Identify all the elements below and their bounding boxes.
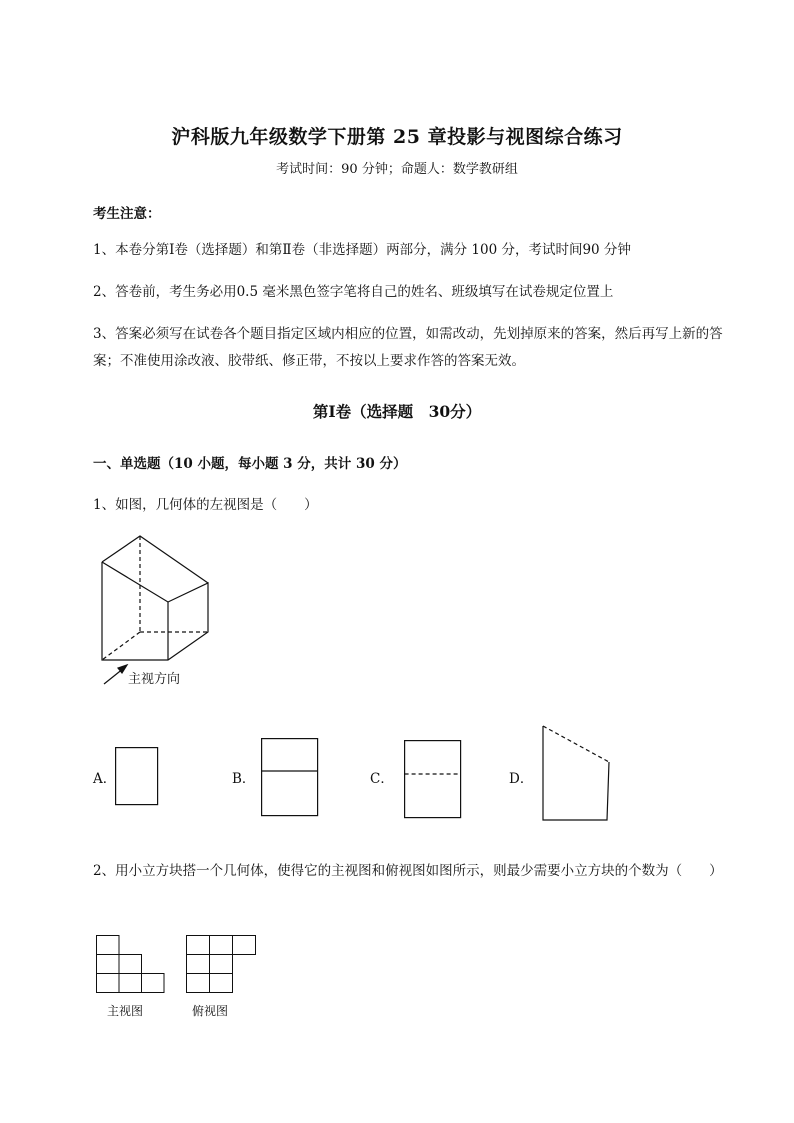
question-2-stem: 2、用小立方块搭一个几何体，使得它的主视图和俯视图如图所示，则最少需要小立方块的个数为（ ）: [93, 863, 723, 879]
page-title: 沪科版九年级数学下册第 25 章投影与视图综合练习: [171, 126, 623, 148]
notice-item-3: 3、答案必须写在试卷各个题目指定区域内相应的位置，如需改动，先划掉原来的答案，然后再写上新的答案；不准使用涂改液、胶带纸、修正带，不按以上要求作答的答案无效。: [93, 326, 723, 369]
option-a-figure: [115, 747, 159, 807]
q2-front-view: [94, 933, 166, 1028]
front-view-label: 主视图: [107, 1004, 144, 1018]
exam-info: 考试时间：90 分钟；命题人：数学教研组: [276, 162, 518, 177]
solid-top-edges: [102, 536, 208, 583]
question-1-stem: 1、如图，几何体的左视图是（ ）: [93, 497, 318, 513]
hidden-edge-left: [102, 632, 140, 660]
option-a-label[interactable]: A．: [93, 771, 117, 787]
option-c-figure: [404, 740, 462, 819]
direction-label: 主视方向: [128, 672, 181, 687]
option-b-figure: [261, 738, 319, 817]
section-title: 第Ⅰ卷（选择题 30分）: [312, 402, 482, 421]
option-c-label[interactable]: C．: [370, 771, 394, 787]
notice-heading: 考生注意：: [93, 206, 161, 222]
notice-item-1: 1、本卷分第Ⅰ卷（选择题）和第Ⅱ卷（非选择题）两部分，满分 100 分，考试时间90 分钟: [93, 242, 631, 258]
notice-item-2: 2、答卷前，考生务必用0.5 毫米黑色签字笔将自己的姓名、班级填写在试卷规定位置上: [93, 284, 614, 300]
solid-outline: [102, 562, 208, 660]
q1-solid-figure: [90, 528, 230, 693]
option-d-label[interactable]: D．: [509, 771, 534, 787]
top-view-label: 俯视图: [192, 1004, 229, 1018]
part-heading: 一、单选题（10 小题，每小题 3 分，共计 30 分）: [93, 456, 407, 472]
q2-top-view: [184, 933, 259, 1028]
option-d-figure: [540, 724, 612, 822]
option-b-label[interactable]: B．: [232, 771, 256, 787]
